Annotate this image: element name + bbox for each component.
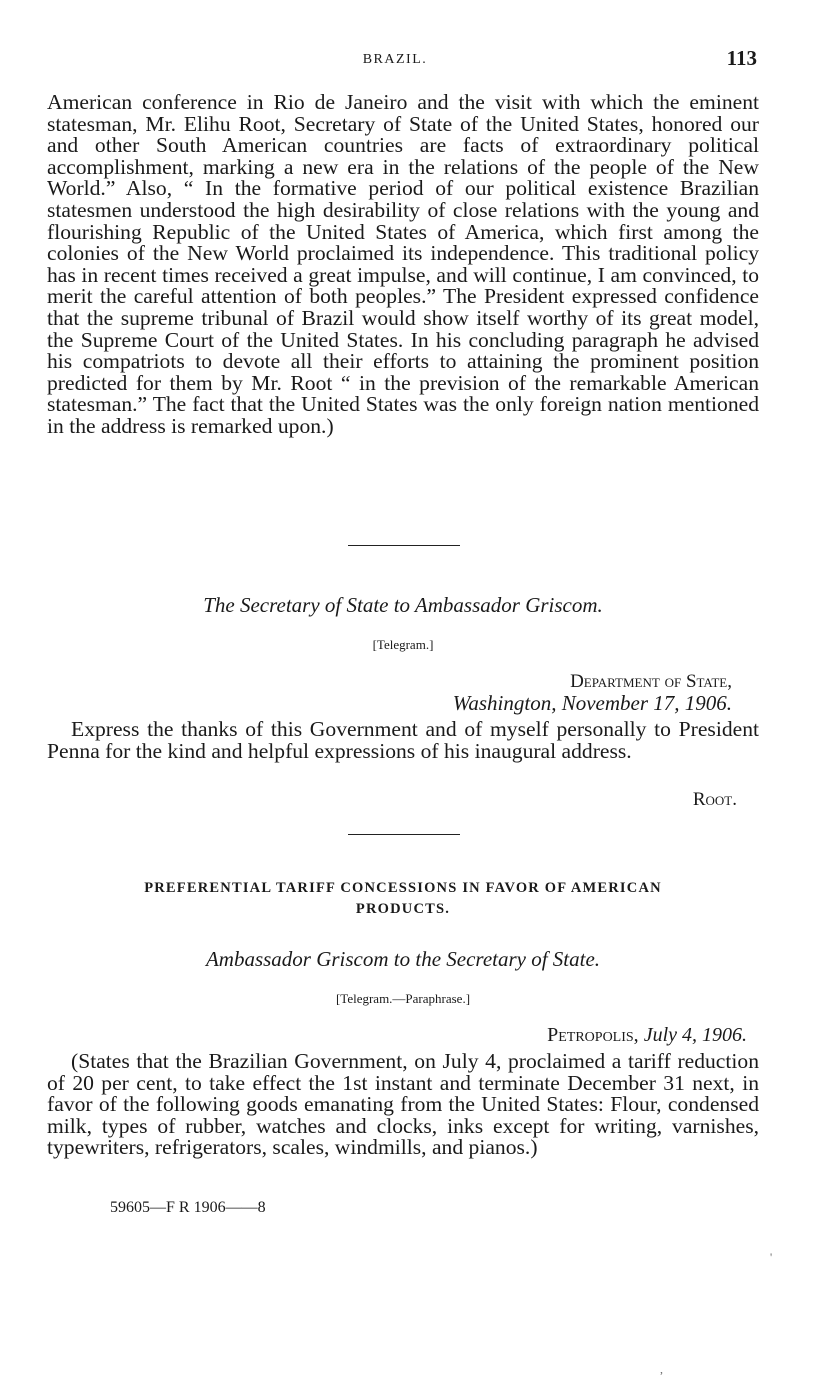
telegram-body: (States that the Brazilian Government, on July 4, proclaimed a tariff reduction of 20 per cent, to take effect the 1st instant and terminate December 31 next, in favor of the following goods emanating from the United States: Flour, condensed milk, types of rubber, watches and clocks, inks except for writing, varnishes, typewriters, refrigerators, scales, windmills, and pianos.) [47,1049,759,1160]
stray-mark: , [660,1362,663,1376]
section-divider [348,834,460,835]
stray-mark: ' [770,1250,773,1264]
dateline [547,1024,747,1047]
running-head [0,46,837,76]
dateline-date: July 4, 1906. [643,1024,747,1046]
telegram-body: Express the thanks of this Government and of myself personally to President Penna for the kind and helpful expressions of his inaugural address. [47,717,759,763]
dateline-place-date: Washington, November 17, 1906. [452,691,732,715]
printer-mark: 59605—F R 1906——8 [110,1199,266,1216]
telegram-type-note: [Telegram.] [372,637,434,652]
telegram-heading: The Secretary of State to Ambassador Griscom. [203,593,603,617]
telegram-heading: Ambassador Griscom to the Secretary of State. [205,947,601,971]
running-title: BRAZIL. [362,52,428,67]
section-heading-line: PRODUCTS. [355,901,451,917]
dateline-place: Petropolis, [547,1024,639,1046]
signature: Root. [692,789,737,810]
telegram-type-note: [Telegram.—Paraphrase.] [335,991,471,1006]
section-divider [348,545,460,546]
section-heading [47,878,759,920]
dateline-department: Department of State, [570,671,732,692]
continuation-paragraph: American conference in Rio de Janeiro and the visit with which the eminent statesman, Mr. Elihu Root, Secretary of State of the United States, honored our and other South American countries are facts of extraordinary political accomplishment, marking a new era in the relations of the people of the New World.” Also, “ In the formative period of our political existence Brazilian statesmen understood the high desirability of close relations with the young and flourishing Republic of the United States of America, which first among the colonies of the New World proclaimed its independence. This traditional policy has in recent times received a great impulse, and will continue, I am convinced, to merit the careful attention of both peoples.” The President expressed confidence that the supreme tribunal of Brazil would show itself worthy of its great model, the Supreme Court of the United States. In his concluding paragraph he advised his compatriots to devote all their efforts to attaining the prominent position predicted for them by Mr. Root “ in the prevision of the remarkable American statesman.” The fact that the United States was the only foreign nation mentioned in the address is remarked upon.) [47,90,759,438]
section-heading-line: PREFERENTIAL TARIFF CONCESSIONS IN FAVOR OF AMERICAN [144,880,662,896]
page-number: 113 [726,46,757,70]
